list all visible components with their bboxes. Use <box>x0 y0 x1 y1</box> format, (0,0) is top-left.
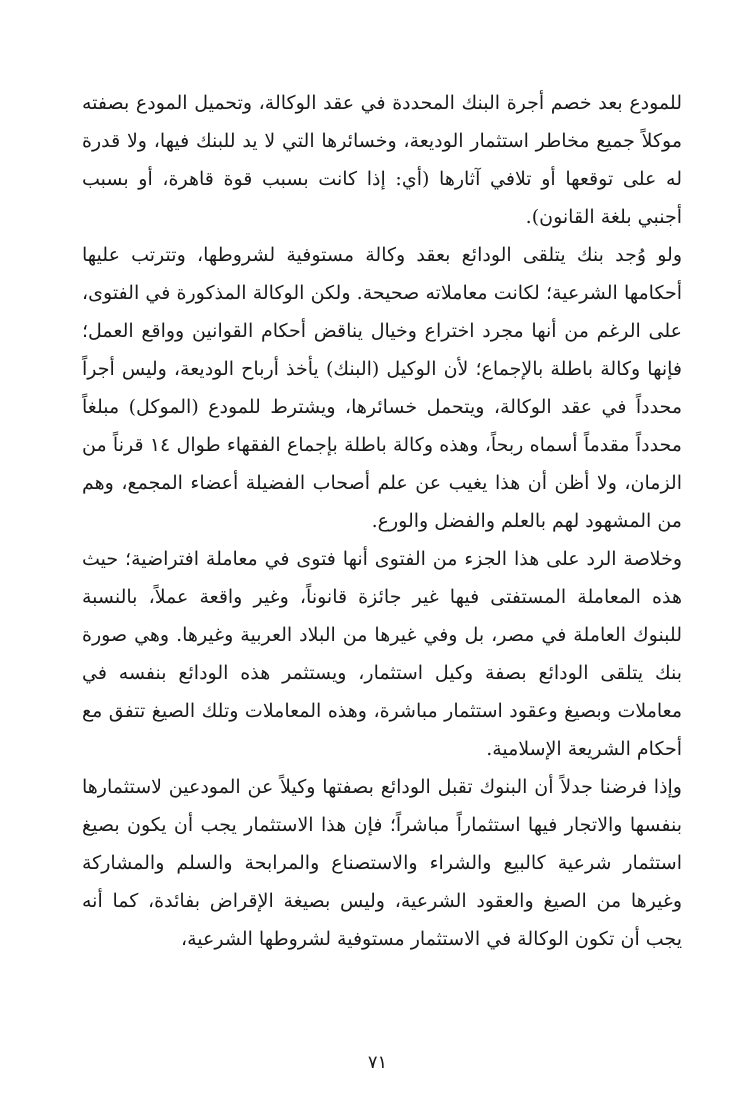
paragraph-4: وإذا فرضنا جدلاً أن البنوك تقبل الودائع بصفتها وكيلاً عن المودعين لاستثمارها بنفسها والاتجار فيها استثماراً مباشراً؛ فإن هذا الاستثمار يجب أن يكون بصيغ استثمار شرعية كالبيع والشراء والاستصناع والمرابحة والسلم والمشاركة وغيرها من الصيغ والعقود الشرعية، وليس بصيغة الإقراض بفائدة، كما أنه يجب أن تكون الوكالة في الاستثمار مستوفية لشروطها الشرعية، <box>82 776 682 950</box>
paragraph-1: للمودع بعد خصم أجرة البنك المحددة في عقد الوكالة، وتحميل المودع بصفته موكلاً جميع مخاطر استثمار الوديعة، وخسائرها التي لا يد للبنك فيها، ولا قدرة له على توقعها أو تلافي آثارها (أي: إذا كانت بسبب قوة قاهرة، أو بسبب أجنبي بلغة القانون). <box>82 92 682 228</box>
paragraph-2: ولو وُجد بنك يتلقى الودائع بعقد وكالة مستوفية لشروطها، وتترتب عليها أحكامها الشرعية؛ لكانت معاملاته صحيحة. ولكن الوكالة المذكورة في الفتوى، على الرغم من أنها مجرد اختراع وخيال يناقض أحكام القوانين وواقع العمل؛ فإنها وكالة باطلة بالإجماع؛ لأن الوكيل (البنك) يأخذ أرباح الوديعة، وليس أجراً محدداً في عقد الوكالة، ويتحمل خسائرها، ويشترط للمودع (الموكل) مبلغاً محدداً مقدماً أسماه ربحاً، وهذه وكالة باطلة بإجماع الفقهاء طوال ١٤ قرناً من الزمان، ولا أظن أن هذا يغيب عن علم أصحاب الفضيلة أعضاء المجمع، وهم من المشهود لهم بالعلم والفضل والورع. <box>82 244 682 532</box>
page-number: ٧١ <box>367 1052 388 1073</box>
paragraph-3: وخلاصة الرد على هذا الجزء من الفتوى أنها فتوى في معاملة افتراضية؛ حيث هذه المعاملة المستفتى فيها غير جائزة قانوناً، وغير واقعة عملاً، بالنسبة للبنوك العاملة في مصر، بل وفي غيرها من البلاد العربية وغيرها. وهي صورة بنك يتلقى الودائع بصفة وكيل استثمار، ويستثمر هذه الودائع بنفسه في معاملات وبصيغ وعقود استثمار مباشرة، وهذه المعاملات وتلك الصيغ تتفق مع أحكام الشريعة الإسلامية. <box>82 548 682 760</box>
body-text <box>82 84 682 958</box>
